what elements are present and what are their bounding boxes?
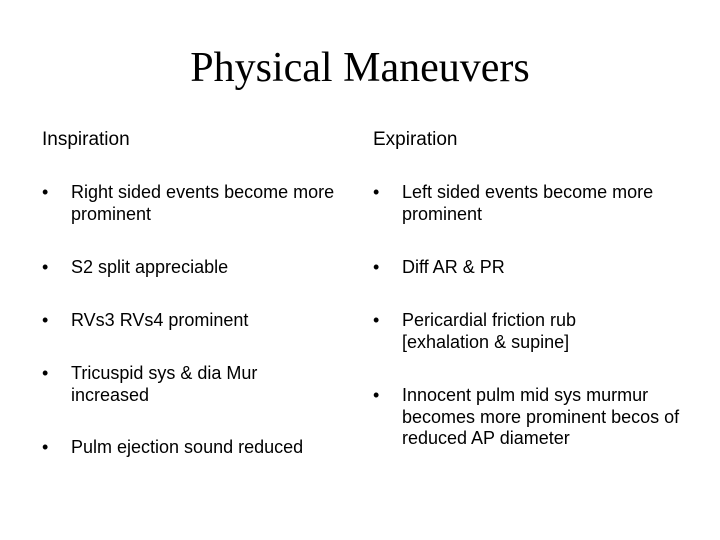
- bullet-text: Right sided events become more prominent: [71, 182, 335, 224]
- bullet-text: Pulm ejection sound reduced: [71, 437, 304, 457]
- list-item: [373, 310, 658, 353]
- list-item: [373, 257, 673, 279]
- bullet-text: S2 split appreciable: [71, 257, 229, 277]
- bullet-icon: •: [42, 182, 49, 202]
- bullet-icon: •: [373, 257, 380, 277]
- bullet-icon: •: [373, 182, 380, 202]
- list-item: [42, 257, 347, 279]
- list-item: [373, 182, 673, 225]
- bullet-text: Innocent pulm mid sys murmur becomes more prominent becos of reduced AP diameter: [402, 385, 680, 448]
- bullet-text: RVs3 RVs4 prominent: [71, 310, 249, 330]
- bullet-icon: •: [42, 363, 49, 383]
- bullet-icon: •: [42, 257, 49, 277]
- list-item: [42, 363, 332, 406]
- bullet-icon: •: [373, 385, 380, 405]
- bullet-text: Left sided events become more prominent: [402, 182, 654, 224]
- bullet-text: Diff AR & PR: [402, 257, 505, 277]
- bullet-text: Pericardial friction rub [exhalation & supine]: [402, 310, 577, 352]
- inspiration-heading: Inspiration: [42, 129, 130, 150]
- bullet-icon: •: [373, 310, 380, 330]
- bullet-icon: •: [42, 437, 49, 457]
- slide-title: Physical Maneuvers: [190, 45, 530, 91]
- bullet-icon: •: [42, 310, 49, 330]
- list-item: [42, 182, 347, 225]
- list-item: [42, 437, 332, 459]
- expiration-heading: Expiration: [373, 129, 458, 150]
- list-item: [373, 385, 683, 450]
- bullet-text: Tricuspid sys & dia Mur increased: [71, 363, 258, 405]
- list-item: [42, 310, 347, 332]
